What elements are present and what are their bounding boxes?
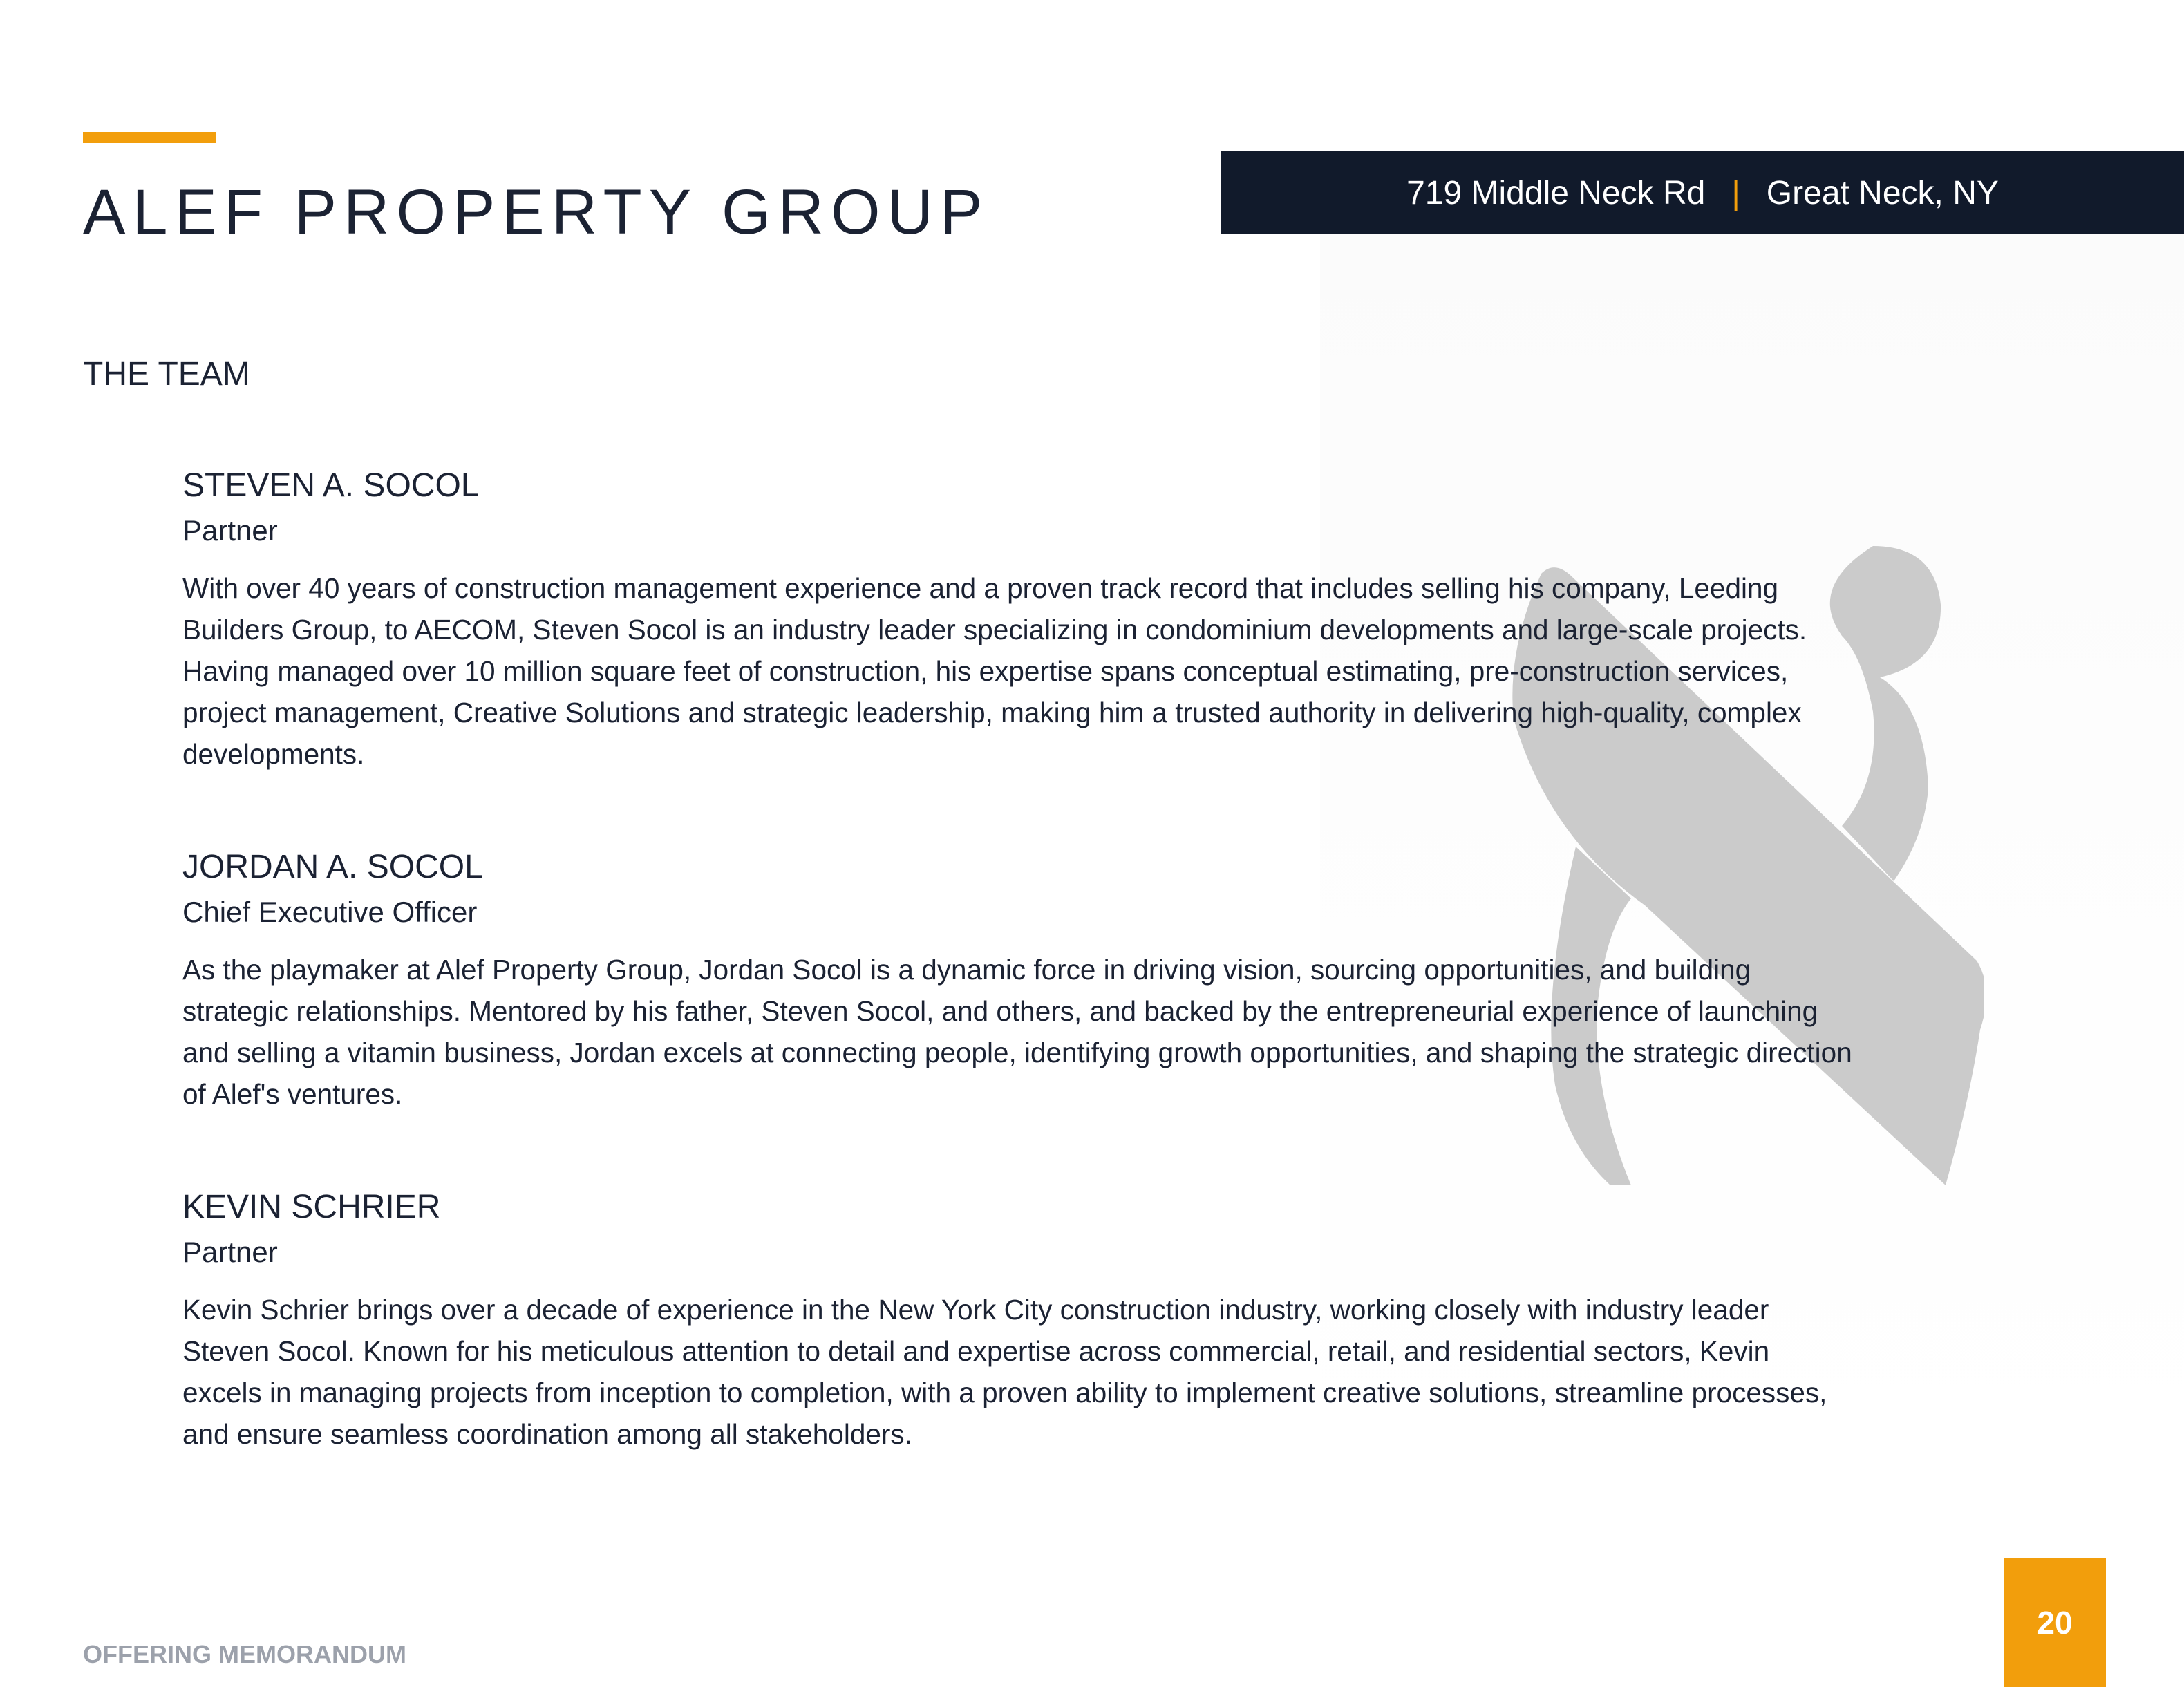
team-member bbox=[182, 1187, 1855, 1455]
member-name: JORDAN A. SOCOL bbox=[182, 849, 483, 885]
team-member bbox=[182, 465, 1855, 775]
team-member bbox=[182, 847, 1855, 1115]
member-role: Chief Executive Officer bbox=[182, 896, 478, 928]
page-number-badge: 20 bbox=[2004, 1558, 2106, 1687]
accent-bar bbox=[83, 132, 216, 143]
company-title: ALEF PROPERTY GROUP bbox=[83, 177, 990, 247]
footer-label: OFFERING MEMORANDUM bbox=[83, 1640, 406, 1668]
member-name: KEVIN SCHRIER bbox=[182, 1189, 441, 1225]
address-separator: | bbox=[1731, 174, 1740, 211]
member-bio: With over 40 years of construction management experience and a proven track record that includes selling his company, Leeding Builders Group, to AECOM, Steven Socol is an industry leader specializing in condominium developments and large-scale projects. Having managed over 10 million square feet of construction, his expertise spans conceptual estimating, pre-construction services, project management, Creative Solutions and strategic leadership, making him a trusted authority in delivering high-quality, complex developments. bbox=[182, 572, 1807, 770]
address-bar bbox=[1221, 151, 2184, 234]
address-street: 719 Middle Neck Rd bbox=[1406, 174, 1706, 211]
member-name: STEVEN A. SOCOL bbox=[182, 467, 480, 504]
member-role: Partner bbox=[182, 1236, 278, 1268]
section-title: THE TEAM bbox=[83, 356, 250, 393]
member-bio: Kevin Schrier brings over a decade of experience in the New York City construction industry, working closely with industry leader Steven Socol. Known for his meticulous attention to detail and expertise across commercial, retail, and residential sectors, Kevin excels in managing projects from inception to completion, with a proven ability to implement creative solutions, streamline processes, and ensure seamless coordination among all stakeholders. bbox=[182, 1294, 1827, 1450]
member-role: Partner bbox=[182, 514, 278, 547]
member-bio: As the playmaker at Alef Property Group, Jordan Socol is a dynamic force in driving vision, sourcing opportunities, and building strategic relationships. Mentored by his father, Steven Socol, and others, and backed by the entrepreneurial experience of launching and selling a vitamin business, Jordan excels at connecting people, identifying growth opportunities, and shaping the strategic direction of Alef's ventures. bbox=[182, 954, 1852, 1110]
address-city: Great Neck, NY bbox=[1766, 174, 1999, 211]
